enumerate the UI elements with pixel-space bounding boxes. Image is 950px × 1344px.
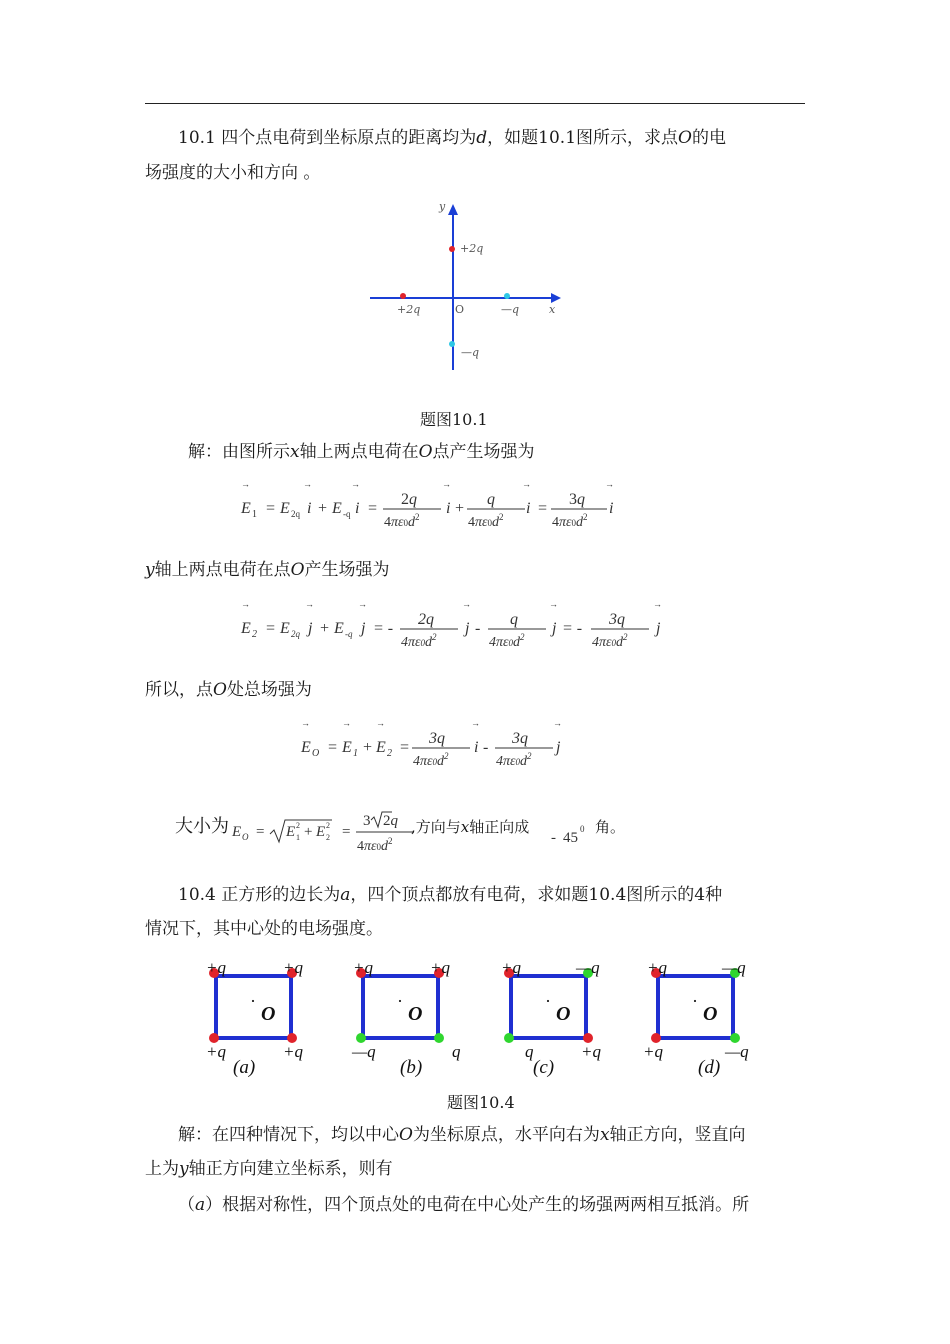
problem-10-4-line2: 情况下，其中心处的电场强度。 bbox=[145, 919, 383, 939]
svg-text:2q: 2q bbox=[418, 611, 434, 628]
svg-text:2: 2 bbox=[326, 833, 330, 842]
svg-text:4πε0d2: $4\pi\varepsilon 0d^2$ bbox=[401, 632, 437, 650]
figure-10-1-caption: 题图10.1 bbox=[420, 410, 488, 429]
svg-text:→: → bbox=[462, 600, 471, 609]
svg-text:2: 2 bbox=[296, 821, 300, 830]
svg-text:·: · bbox=[250, 991, 256, 1011]
panel-a-label: (a) bbox=[233, 1057, 256, 1078]
svg-text:O: O bbox=[261, 1003, 276, 1025]
svg-text:=: = bbox=[256, 824, 265, 840]
svg-text:3q: 3q bbox=[609, 611, 625, 628]
svg-text:=: = bbox=[537, 500, 548, 517]
panel-b bbox=[351, 958, 461, 1078]
solution-10-1-total-line: 所以，点O处总场强为 bbox=[145, 680, 312, 700]
svg-text:→: → bbox=[549, 600, 558, 609]
svg-text:4πε0d2: $4\pi\varepsilon 0d^2$ bbox=[384, 512, 420, 530]
y-axis-arrow-icon bbox=[448, 204, 458, 215]
svg-text:E: E bbox=[376, 739, 386, 756]
figure-10-1 bbox=[365, 198, 565, 376]
problem-10-1-line2: 场强度的大小和方向 。 bbox=[145, 163, 321, 183]
svg-text:q: q bbox=[510, 611, 518, 628]
svg-text:→: → bbox=[653, 600, 662, 609]
svg-text:4πε0d2: $4\pi\varepsilon 0d^2$ bbox=[592, 632, 628, 650]
svg-text:i: i bbox=[526, 500, 531, 517]
svg-text:→: → bbox=[358, 600, 367, 609]
solution-10-1-magnitude: 大小为 E O = E 2 1 + E 2 2 = 3 2q $4\pi\varepsilon 0d^2$ ,方向与x轴正向成 - 45 0 角。 bbox=[175, 800, 815, 860]
svg-text:3: 3 bbox=[363, 813, 371, 829]
figure-10-4 bbox=[195, 952, 775, 1082]
svg-text:E: E bbox=[342, 739, 352, 756]
svg-text:2q: 2q bbox=[291, 509, 300, 519]
svg-text:→: → bbox=[522, 480, 531, 489]
solution-10-4-line2: 上为y轴正方向建立坐标系，则有 bbox=[145, 1159, 393, 1179]
svg-text:-: - bbox=[475, 620, 481, 637]
svg-text:3q: 3q bbox=[512, 730, 528, 747]
svg-text:→: → bbox=[241, 600, 250, 609]
svg-text:→: → bbox=[305, 600, 314, 609]
svg-text:4πε0d2: $4\pi\varepsilon 0d^2$ bbox=[468, 512, 504, 530]
svg-text:E: E bbox=[232, 824, 242, 840]
svg-text:=: = bbox=[265, 500, 276, 517]
svg-text:=: = bbox=[367, 500, 378, 517]
svg-text:O: O bbox=[242, 832, 249, 842]
svg-text:→: → bbox=[342, 718, 351, 728]
charge-top-label: +2q bbox=[460, 242, 484, 255]
charge-right-dot bbox=[504, 293, 510, 299]
charge-left-label: +2q bbox=[397, 303, 421, 316]
svg-text:i: i bbox=[446, 500, 451, 517]
equation-EO bbox=[295, 718, 585, 773]
svg-text:→: → bbox=[471, 718, 480, 728]
equation-E1 bbox=[235, 480, 625, 530]
svg-text:i: i bbox=[474, 739, 479, 756]
svg-text:i: i bbox=[307, 500, 312, 517]
svg-text:E: E bbox=[332, 500, 342, 517]
svg-text:q: q bbox=[525, 1042, 534, 1061]
svg-text:j: j bbox=[308, 620, 313, 637]
svg-text:+: + bbox=[319, 620, 330, 637]
x-axis-arrow-icon bbox=[551, 293, 561, 303]
svg-text:j: j bbox=[556, 739, 561, 756]
svg-text:j: j bbox=[552, 620, 557, 637]
svg-text:·: · bbox=[545, 991, 551, 1011]
svg-text:1: 1 bbox=[252, 509, 257, 520]
charge-top-dot bbox=[449, 246, 455, 252]
svg-text:→: → bbox=[303, 480, 312, 489]
svg-text:1: 1 bbox=[296, 833, 300, 842]
magnitude-direction-text: ,方向与x轴正向成 bbox=[411, 818, 530, 836]
svg-text:4πε0d2: $4\pi\varepsilon 0d^2$ bbox=[552, 512, 588, 530]
svg-text:=: = bbox=[399, 739, 410, 756]
svg-text:+: + bbox=[362, 739, 373, 756]
svg-text:E: E bbox=[301, 739, 311, 756]
svg-text:2: 2 bbox=[252, 629, 257, 640]
svg-text:+q: +q bbox=[647, 958, 667, 977]
solution-10-4-line3: （a）根据对称性，四个顶点处的电荷在中心处产生的场强两两相互抵消。所 bbox=[178, 1195, 750, 1215]
svg-text:i: i bbox=[609, 500, 614, 517]
svg-text:3q: 3q bbox=[429, 730, 445, 747]
equation-E2 bbox=[235, 600, 675, 650]
solution-10-1-y-line: y轴上两点电荷在点O产生场强为 bbox=[145, 560, 390, 580]
figure-10-4-caption: 题图10.4 bbox=[447, 1093, 515, 1112]
solution-10-4-line1: 解：在四种情况下，均以中心O为坐标原点，水平向右为x轴正方向，竖直向 bbox=[178, 1125, 746, 1145]
charge-bottom-label: —q bbox=[461, 346, 480, 359]
angle-minus-45 bbox=[549, 820, 597, 850]
problem-10-4-line1: 10.4 正方形的边长为a，四个顶点都放有电荷，求如题10.4图所示的4种 bbox=[178, 885, 723, 905]
svg-text:E: E bbox=[334, 620, 344, 637]
svg-text:→: → bbox=[553, 718, 562, 728]
svg-text:= -: = - bbox=[562, 620, 583, 637]
panel-b-br-charge bbox=[434, 1033, 444, 1043]
svg-text:q: q bbox=[452, 1042, 461, 1061]
svg-text:2q: 2q bbox=[401, 491, 417, 508]
svg-text:2q: 2q bbox=[383, 813, 398, 829]
svg-text:-: - bbox=[551, 830, 556, 846]
svg-text:O: O bbox=[703, 1003, 718, 1025]
charge-right-label: —q bbox=[501, 303, 520, 316]
svg-text:+q: +q bbox=[501, 958, 521, 977]
svg-text:4πε0d2: $4\pi\varepsilon 0d^2$ bbox=[496, 751, 532, 769]
svg-text:1: 1 bbox=[353, 748, 358, 759]
svg-text:+q: +q bbox=[206, 958, 226, 977]
panel-c-label: (c) bbox=[533, 1057, 555, 1078]
svg-text:=: = bbox=[265, 620, 276, 637]
svg-text:+: + bbox=[304, 824, 313, 840]
svg-text:→: → bbox=[301, 718, 310, 728]
svg-text:+q: +q bbox=[353, 958, 373, 977]
svg-text:→: → bbox=[351, 480, 360, 489]
panel-c-bl-charge bbox=[504, 1033, 514, 1043]
svg-text:→: → bbox=[241, 480, 250, 489]
svg-text:2q: 2q bbox=[291, 629, 300, 639]
svg-text:+q: +q bbox=[283, 958, 303, 977]
svg-text:O: O bbox=[312, 748, 320, 759]
svg-text:=: = bbox=[327, 739, 338, 756]
problem-10-1-line1: 10.1 四个点电荷到坐标原点的距离均为d，如题10.1图所示，求点O的电 bbox=[178, 128, 726, 148]
svg-text:E: E bbox=[316, 824, 326, 840]
svg-text:→: → bbox=[442, 480, 451, 489]
svg-text:+q: +q bbox=[643, 1042, 663, 1061]
solution-10-1-lead: 解：由图所示x轴上两点电荷在O点产生场强为 bbox=[188, 442, 535, 462]
svg-text:4πε0d2: $4\pi\varepsilon 0d^2$ bbox=[413, 751, 449, 769]
svg-text:+q: +q bbox=[283, 1042, 303, 1061]
svg-text:O: O bbox=[556, 1003, 571, 1025]
svg-text:2: 2 bbox=[387, 748, 392, 759]
svg-text:—q: —q bbox=[352, 1042, 376, 1061]
header-rule bbox=[145, 103, 805, 104]
svg-text:4πε0d2: $4\pi\varepsilon 0d^2$ bbox=[489, 632, 525, 650]
magnitude-formula bbox=[230, 800, 420, 860]
svg-text:+: + bbox=[317, 500, 328, 517]
svg-text:E: E bbox=[241, 620, 251, 637]
svg-text:q: q bbox=[487, 491, 495, 508]
panel-d-label: (d) bbox=[698, 1057, 721, 1078]
svg-text:O: O bbox=[408, 1003, 423, 1025]
y-axis-label: y bbox=[439, 200, 446, 213]
x-axis-label: x bbox=[549, 303, 556, 316]
svg-text:=: = bbox=[342, 824, 351, 840]
svg-text:4πε0d2: $4\pi\varepsilon 0d^2$ bbox=[357, 836, 393, 854]
svg-text:—q: —q bbox=[722, 958, 746, 977]
svg-text:+: + bbox=[454, 500, 465, 517]
svg-text:2: 2 bbox=[326, 821, 330, 830]
svg-text:E: E bbox=[280, 500, 290, 517]
svg-text:3q: 3q bbox=[569, 491, 585, 508]
svg-text:·: · bbox=[397, 991, 403, 1011]
svg-text:+q: +q bbox=[581, 1042, 601, 1061]
panel-b-label: (b) bbox=[400, 1057, 423, 1078]
svg-text:E: E bbox=[280, 620, 290, 637]
svg-text:—q: —q bbox=[576, 958, 600, 977]
svg-text:0: 0 bbox=[580, 824, 585, 834]
svg-text:i: i bbox=[355, 500, 360, 517]
panel-a bbox=[206, 958, 303, 1078]
panel-c bbox=[501, 958, 601, 1078]
svg-text:E: E bbox=[286, 824, 296, 840]
svg-text:—q: —q bbox=[725, 1042, 749, 1061]
charge-bottom-dot bbox=[449, 341, 455, 347]
svg-text:·: · bbox=[692, 991, 698, 1011]
svg-text:+q: +q bbox=[430, 958, 450, 977]
svg-text:-q: -q bbox=[343, 509, 351, 519]
svg-text:-q: -q bbox=[345, 629, 353, 639]
svg-text:-: - bbox=[483, 739, 489, 756]
svg-text:j: j bbox=[656, 620, 661, 637]
svg-text:j: j bbox=[465, 620, 470, 637]
svg-text:→: → bbox=[376, 718, 385, 728]
svg-text:E: E bbox=[241, 500, 251, 517]
svg-text:j: j bbox=[361, 620, 366, 637]
svg-text:→: → bbox=[605, 480, 614, 489]
charge-left-dot bbox=[400, 293, 406, 299]
svg-text:+q: +q bbox=[206, 1042, 226, 1061]
svg-text:45: 45 bbox=[563, 830, 578, 846]
origin-label: O bbox=[455, 303, 465, 316]
panel-d bbox=[643, 958, 749, 1078]
svg-text:= -: = - bbox=[373, 620, 394, 637]
